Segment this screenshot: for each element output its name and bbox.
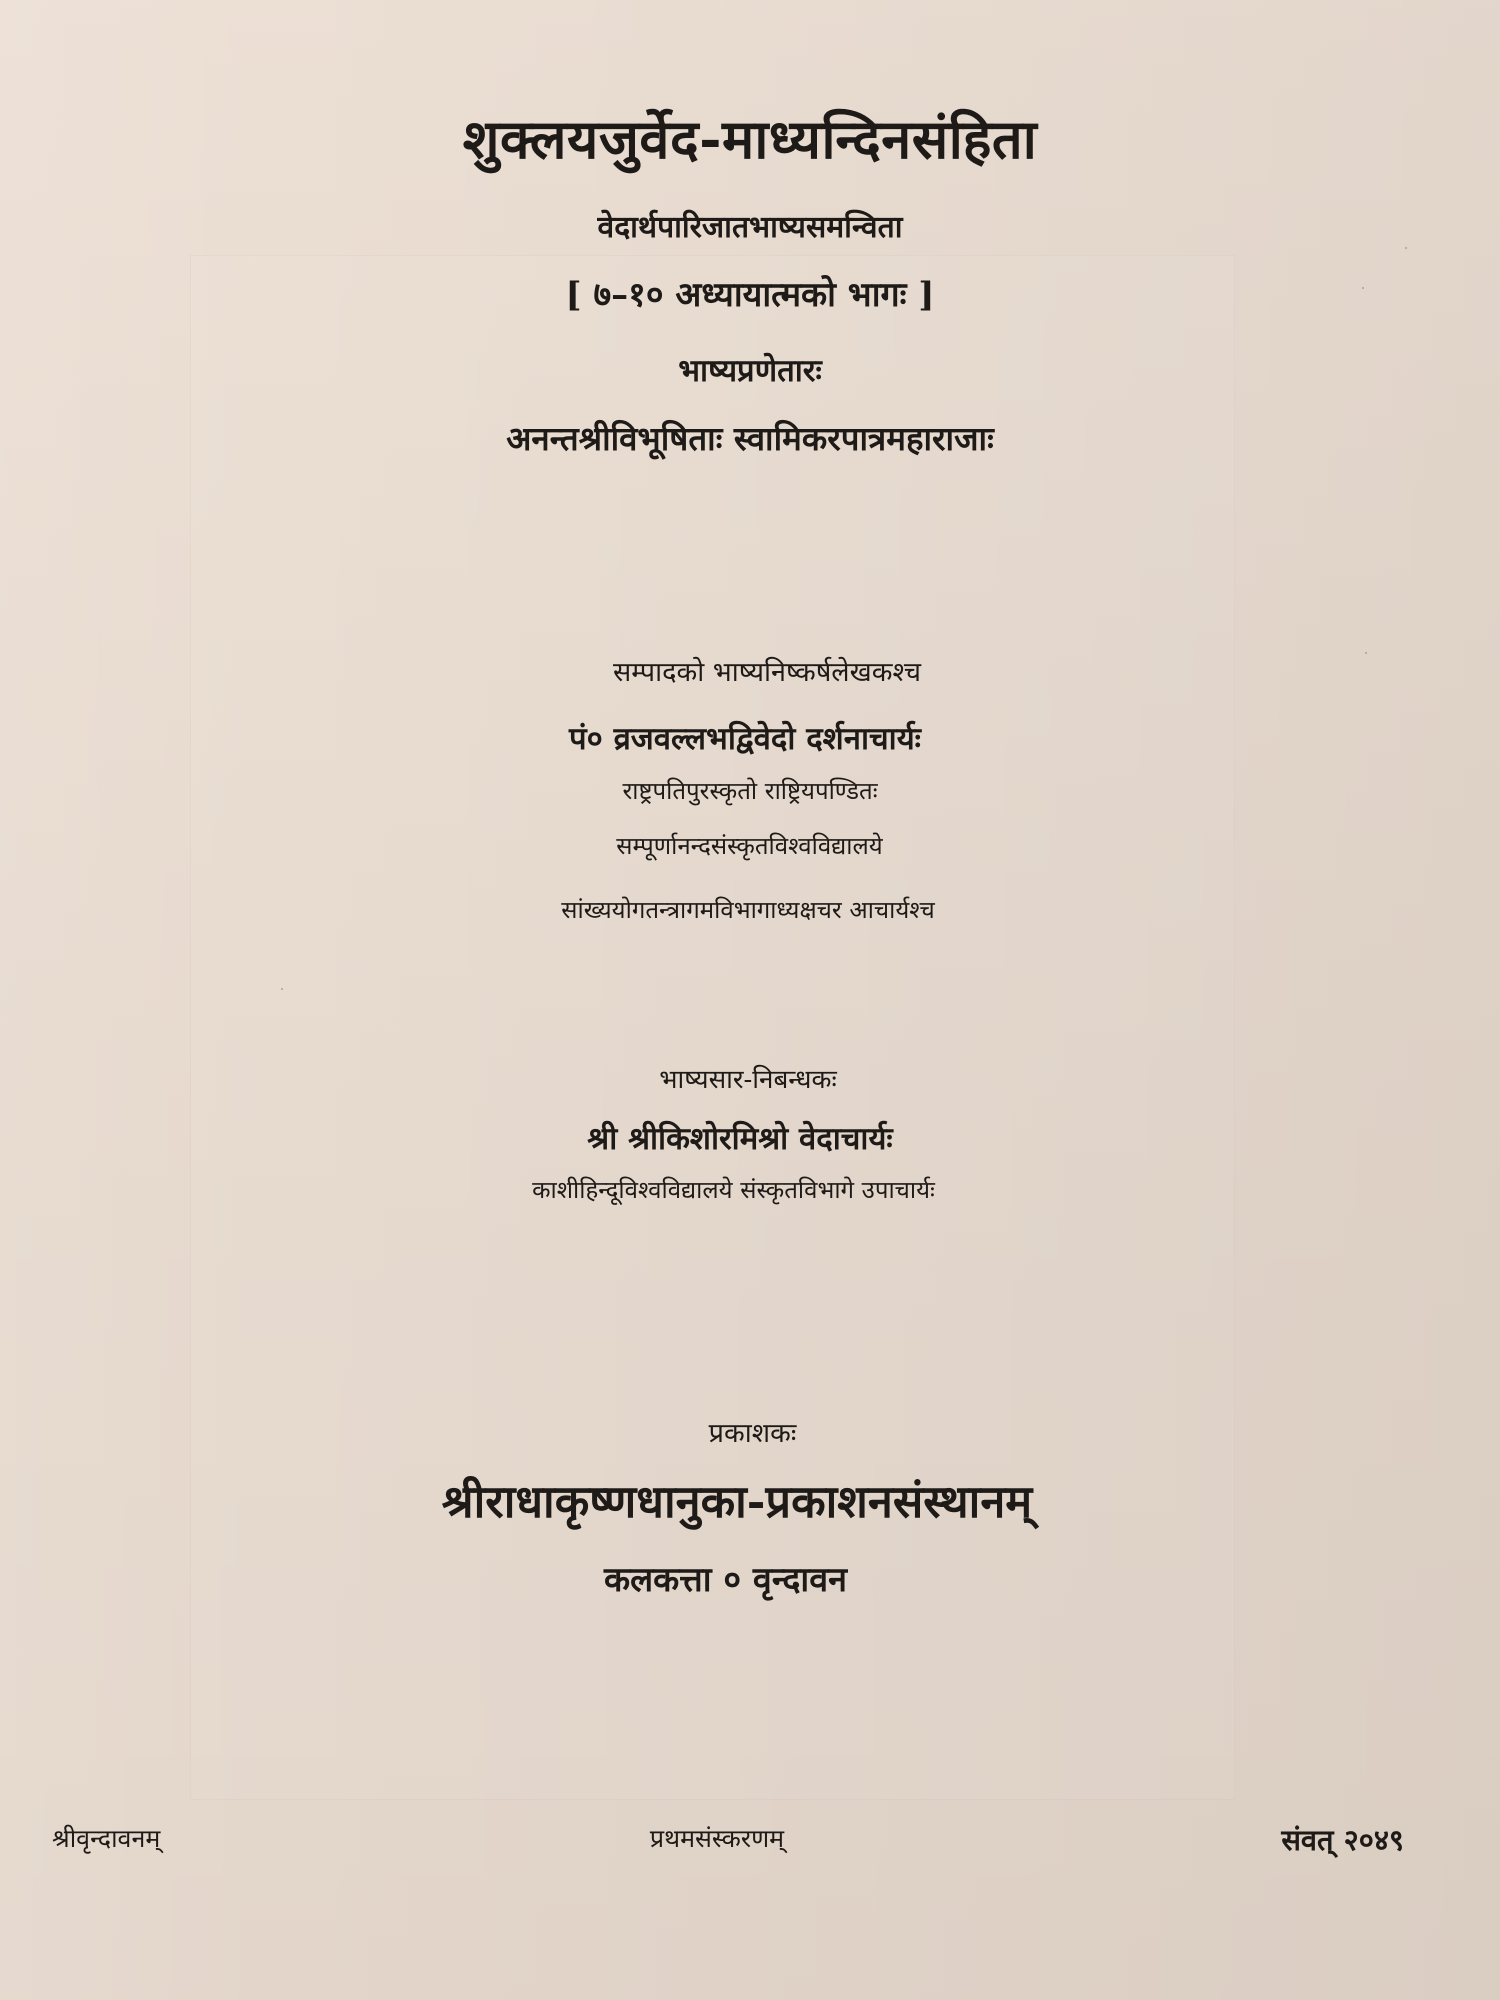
page-title: शुक्लयजुर्वेद-माध्यन्दिनसंहिता: [462, 107, 1038, 171]
paper-speck: [1362, 287, 1364, 289]
portion-label: [ ७–१० अध्यायात्मको भागः ]: [565, 275, 935, 315]
author-role: भाष्यप्रणेतारः: [678, 353, 822, 389]
paper-speck: [281, 988, 283, 990]
editor-title-2: सम्पूर्णानन्दसंस्कृतविश्वविद्यालये: [616, 832, 883, 860]
footer-left: श्रीवृन्दावनम्: [52, 1824, 161, 1853]
summary-title: काशीहिन्दूविश्वविद्यालये संस्कृतविभागे उपाचार्यः: [532, 1176, 935, 1204]
author-name: अनन्तश्रीविभूषिताः स्वामिकरपात्रमहाराजाः: [506, 419, 994, 458]
summary-name: श्री श्रीकिशोरमिश्रो वेदाचार्यः: [587, 1121, 893, 1157]
summary-role: भाष्यसार-निबन्धकः: [659, 1065, 837, 1095]
footer-right: संवत् २०४९: [1281, 1823, 1404, 1857]
editor-title-3: सांख्ययोगतन्त्रागमविभागाध्यक्षचर आचार्यश्च: [561, 896, 935, 924]
publisher-place: कलकत्ता ० वृन्दावन: [604, 1560, 847, 1600]
footer-center: प्रथमसंस्करणम्: [649, 1824, 785, 1853]
editor-name: पं० व्रजवल्लभद्विवेदो दर्शनाचार्यः: [569, 721, 921, 757]
paper-speck: [1405, 247, 1407, 249]
publisher-role: प्रकाशकः: [708, 1418, 797, 1449]
publisher-name: श्रीराधाकृष्णधानुका-प्रकाशनसंस्थानम्: [441, 1475, 1033, 1528]
editor-title-1: राष्ट्रपतिपुरस्कृतो राष्ट्रियपण्डितः: [622, 777, 878, 805]
paper-speck: [1365, 652, 1367, 654]
editor-role: सम्पादको भाष्यनिष्कर्षलेखकश्च: [612, 657, 922, 688]
subtitle: वेदार्थपारिजातभाष्यसमन्विता: [597, 210, 903, 245]
